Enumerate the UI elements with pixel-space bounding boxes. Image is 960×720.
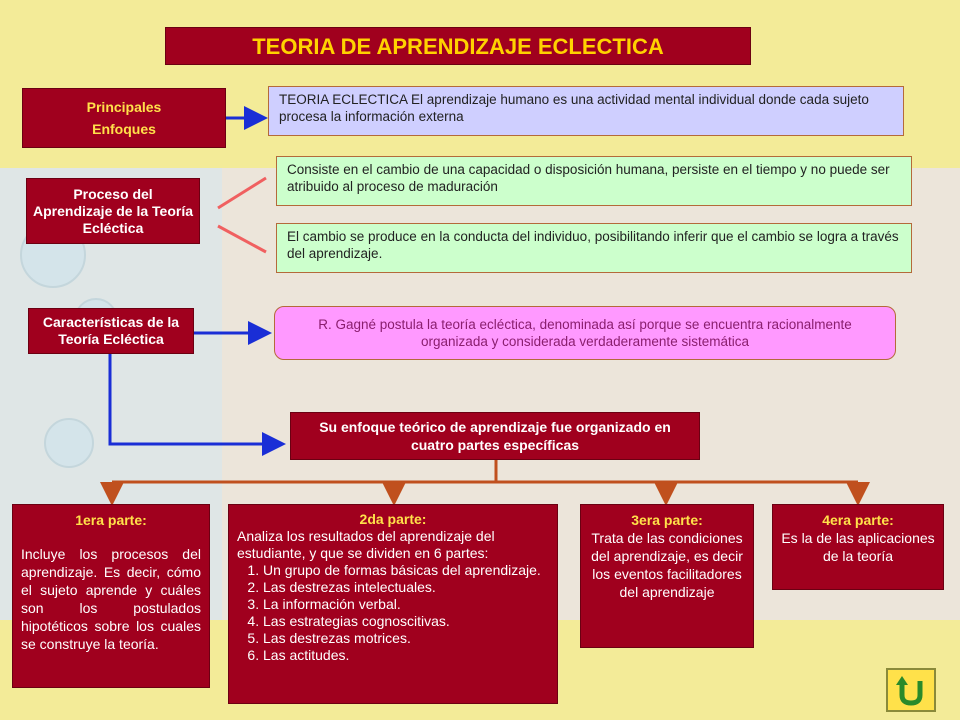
u-turn-arrow-icon[interactable] [886,668,936,712]
proceso-item-1: Consiste en el cambio de una capacidad o disposición humana, persiste en el tiempo y no puede ser atribuido al proceso de maduración [276,156,912,206]
part-1-text: Incluye los procesos del aprendizaje. Es decir, cómo el sujeto aprende y cuáles son los postulados hipotéticos sobre los cuales se construye la teoría. [21,546,201,652]
enfoques-label: Enfoques [92,121,156,137]
teoria-eclectica-box [268,86,904,136]
proceso-label-box: Proceso del Aprendizaje de la Teoría Ecléctica [26,178,200,244]
part-3-heading: 3era parte: [631,512,703,528]
part-2-heading: 2da parte: [359,511,427,527]
teoria-eclectica-term: TEORIA ECLECTICA [279,92,408,107]
part-2-text: Analiza los resultados del aprendizaje del estudiante, y que se dividen en 6 partes: [237,528,495,561]
part-3-text: Trata de las condiciones del aprendizaje, es decir los eventos facilitadores del aprendizaje [591,530,743,600]
principales-label: Principales [86,99,162,115]
caracteristicas-text-box: R. Gagné postula la teoría ecléctica, denominada así porque se encuentra racionalmente organizada y considerada verdaderamente sistemática [274,306,896,360]
list-item: 6. Las actitudes. [263,647,549,664]
part-4-text: Es la de las aplicaciones de la teoría [781,530,935,564]
list-item: 5. Las destrezas motrices. [263,630,549,647]
part-2-box [228,504,558,704]
part-4-heading: 4era parte: [822,512,894,528]
caracteristicas-label-box: Características de la Teoría Ecléctica [28,308,194,354]
part-1-box [12,504,210,688]
list-item: 3. La información verbal. [263,596,549,613]
arrow-proceso-2 [218,226,266,252]
arrow-proceso-1 [218,178,266,208]
part-2-list [237,562,549,664]
list-item: 2. Las destrezas intelectuales. [263,579,549,596]
list-item: 4. Las estrategias cognoscitivas. [263,613,549,630]
arrow-enfoque [110,352,280,444]
part-3-box [580,504,754,648]
part-1-heading: 1era parte: [75,512,147,528]
principales-enfoques-box [22,88,226,148]
teoria-eclectica-text: El aprendizaje humano es una actividad mental individual donde cada sujeto procesa la información externa [279,92,869,124]
proceso-item-2: El cambio se produce en la conducta del individuo, posibilitando inferir que el cambio se logra a través del aprendizaje. [276,223,912,273]
page-title: TEORIA DE APRENDIZAJE ECLECTICA [165,27,751,65]
enfoque-box: Su enfoque teórico de aprendizaje fue organizado en cuatro partes específicas [290,412,700,460]
list-item: 1. Un grupo de formas básicas del aprendizaje. [263,562,549,579]
part-4-box [772,504,944,590]
